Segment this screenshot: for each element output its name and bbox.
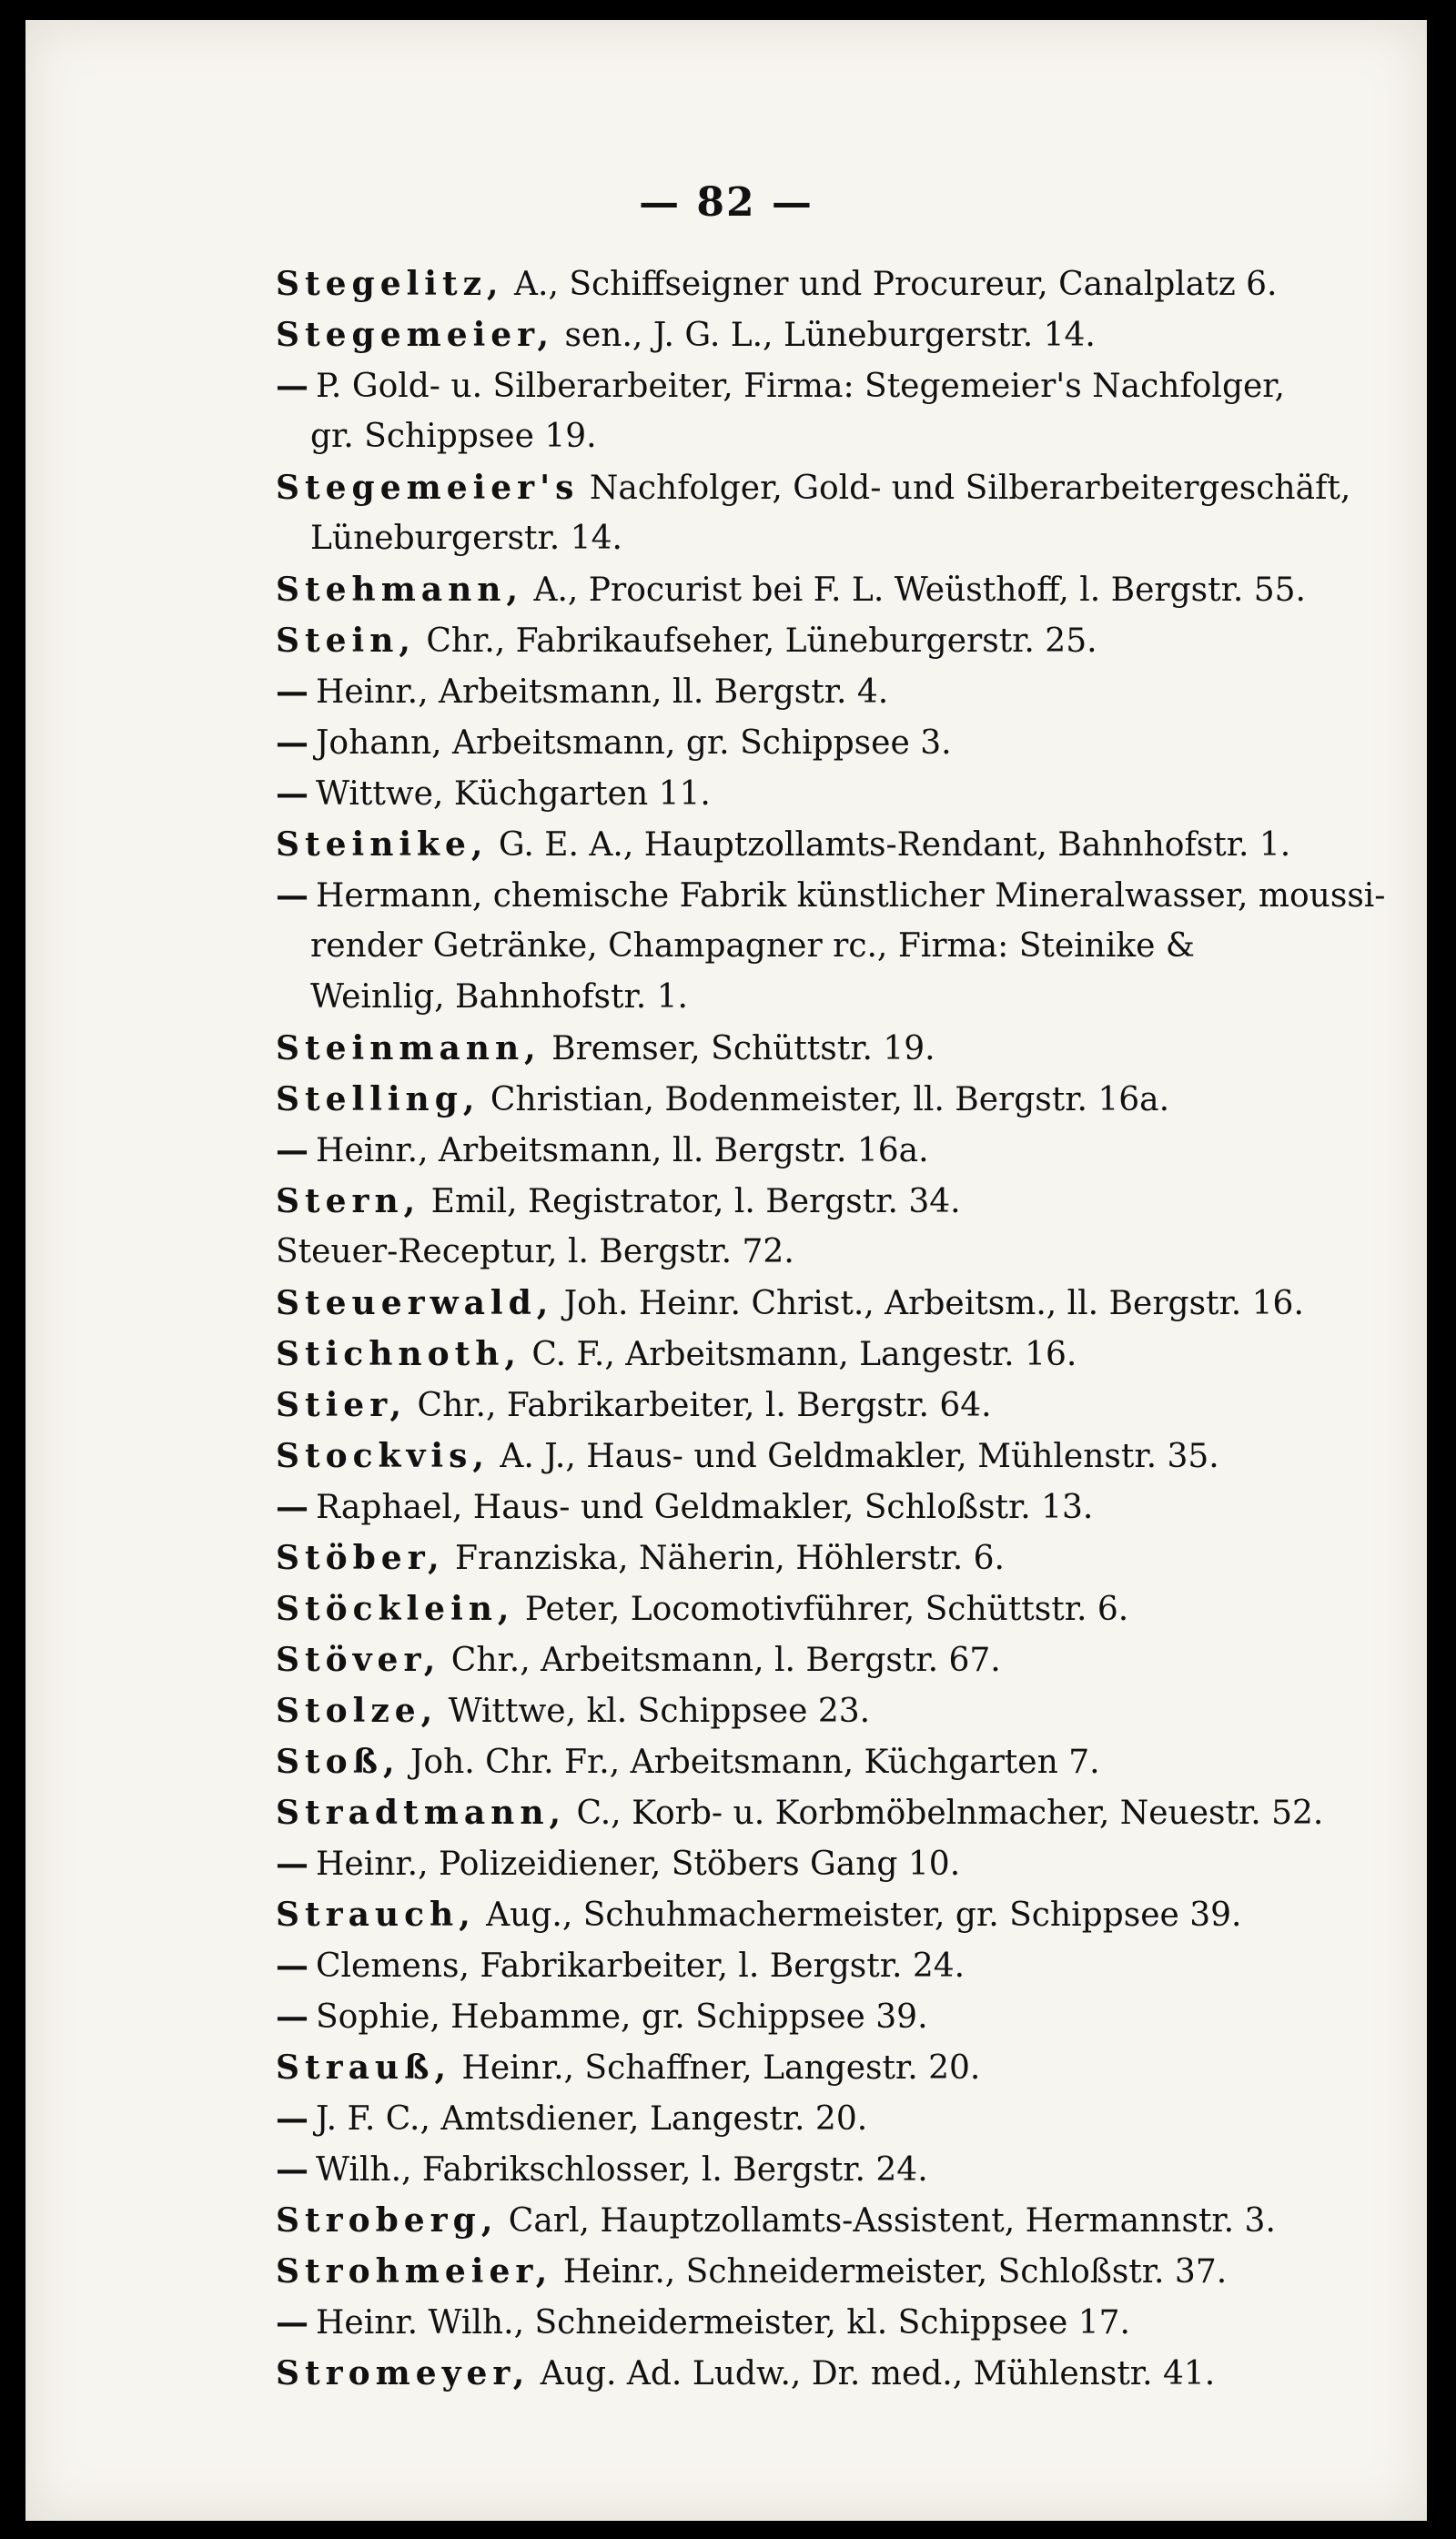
directory-entry [276,717,1397,768]
directory-entry [276,1074,1397,1125]
directory-entry [276,1329,1397,1380]
directory-entries [276,258,1397,2399]
entry-text: Chr., Arbeitsmann, l. Bergstr. 67. [440,1642,1001,1679]
entry-text: Heinr., Polizeidiener, Stöbers Gang 10. [316,1846,961,1883]
entry-surname: Stern, [276,1182,421,1220]
directory-entry [276,1583,1397,1634]
entry-surname: Stroberg, [276,2201,499,2240]
directory-entry [276,1023,1397,1074]
entry-surname: Stolze, [276,1692,439,1730]
entry-surname: Strohmeier, [276,2252,553,2291]
directory-entry [276,2246,1397,2297]
entry-ditto-dash: — [276,1845,308,1883]
entry-text: Carl, Hauptzollamts-Assistent, Hermannstr. 3. [498,2202,1276,2240]
entry-text: Heinr., Schneidermeister, Schloßstr. 37. [552,2253,1228,2291]
entry-text: Heinr., Arbeitsmann, ll. Bergstr. 16a. [316,1132,929,1169]
entry-surname: Stier, [276,1386,408,1424]
entry-surname: Stöber, [276,1539,445,1577]
entry-text: Sophie, Hebamme, gr. Schippsee 39. [316,1998,928,2036]
directory-entry [276,1533,1397,1583]
directory-entry [276,819,1397,870]
entry-surname: Steinike, [276,825,489,864]
entry-text: Heinr., Schaffner, Langestr. 20. [450,2049,981,2087]
entry-text: Nachfolger, Gold- und Silberarbeitergeschäft, [579,470,1351,507]
directory-entry [276,309,1397,360]
entry-text: C. F., Arbeitsmann, Langestr. 16. [521,1336,1077,1373]
entry-text: Bremser, Schüttstr. 19. [541,1030,935,1067]
entry-ditto-dash: — [276,367,308,405]
entry-ditto-dash: — [276,1998,308,2036]
directory-entry [276,615,1397,666]
entry-ditto-dash: — [276,1131,308,1169]
directory-entry [276,1838,1397,1889]
entry-text: Heinr. Wilh., Schneidermeister, kl. Schippsee 17. [316,2304,1130,2342]
entry-text: A., Procurist bei F. L. Weüsthoff, l. Bergstr. 55. [523,572,1306,609]
entry-text: Weinlig, Bahnhofstr. 1. [310,978,688,1016]
directory-entry [276,1431,1397,1482]
directory-entry-continuation [276,513,1397,564]
entry-text: A., Schiffseigner und Procureur, Canalplatz 6. [503,266,1278,303]
entry-text: Raphael, Haus- und Geldmakler, Schloßstr. 13. [316,1489,1094,1526]
entry-surname: Strauch, [276,1896,476,1934]
entry-ditto-dash: — [276,673,308,711]
entry-text: P. Gold- u. Silberarbeiter, Firma: Stegemeier's Nachfolger, [316,368,1285,405]
directory-entry [276,1380,1397,1431]
entry-text: Wilh., Fabrikschlosser, l. Bergstr. 24. [316,2151,928,2189]
directory-entry [276,564,1397,615]
directory-entry [276,1889,1397,1940]
entry-text: Heinr., Arbeitsmann, ll. Bergstr. 4. [316,673,889,711]
entry-text: Joh. Heinr. Christ., Arbeitsm., ll. Bergstr. 16. [553,1285,1304,1322]
directory-entry [276,2348,1397,2399]
entry-surname: Stehmann, [276,571,524,609]
entry-text: Wittwe, kl. Schippsee 23. [438,1693,871,1730]
directory-entry [276,2297,1397,2348]
entry-ditto-dash: — [276,876,308,915]
directory-entry [276,462,1397,513]
directory-entry [276,1482,1397,1533]
entry-text: C., Korb- u. Korbmöbelnmacher, Neuestr. 52. [566,1795,1324,1832]
entry-text: Johann, Arbeitsmann, gr. Schippsee 3. [316,724,952,762]
entry-surname: Stelling, [276,1080,480,1118]
entry-text: Chr., Fabrikarbeiter, l. Bergstr. 64. [407,1387,992,1424]
directory-entry-continuation [276,921,1397,972]
directory-entry [276,2195,1397,2246]
entry-surname: Stegelitz, [276,265,504,303]
entry-surname: Stichnoth, [276,1335,521,1373]
directory-entry [276,2042,1397,2093]
entry-surname: Steuerwald, [276,1284,554,1322]
entry-surname: Stegemeier's [276,469,580,507]
page-number: — 82 — [639,179,814,226]
entry-text: Aug. Ad. Ludw., Dr. med., Mühlenstr. 41. [530,2355,1216,2392]
entry-surname: Steinmann, [276,1029,541,1067]
entry-surname: Stradtmann, [276,1794,567,1832]
directory-page [25,20,1427,2521]
entry-text: Peter, Locomotivführer, Schüttstr. 6. [514,1591,1129,1628]
entry-ditto-dash: — [276,1488,308,1526]
directory-entry [276,1736,1397,1787]
entry-surname: Strauß, [276,2048,451,2087]
entry-text: Aug., Schuhmachermeister, gr. Schippsee 39. [475,1897,1242,1934]
entry-surname: Stöcklein, [276,1590,515,1628]
entry-text: Hermann, chemische Fabrik künstlicher Mineralwasser, moussi- [316,877,1386,915]
entry-text: J. F. C., Amtsdiener, Langestr. 20. [316,2100,868,2138]
entry-ditto-dash: — [276,723,308,762]
directory-entry [276,2093,1397,2144]
directory-entry-continuation [276,411,1397,462]
directory-entry [276,768,1397,819]
entry-text: render Getränke, Champagner rc., Firma: Steinike & [310,927,1195,965]
directory-entry [276,258,1397,309]
entry-surname: Stein, [276,622,416,660]
entry-text: Clemens, Fabrikarbeiter, l. Bergstr. 24. [316,1947,966,1985]
directory-entry [276,1940,1397,1991]
directory-entry [276,666,1397,717]
entry-text: sen., J. G. L., Lüneburgerstr. 14. [554,317,1096,354]
entry-text: Wittwe, Küchgarten 11. [316,775,711,813]
directory-entry [276,870,1397,921]
entry-surname: Stromeyer, [276,2354,531,2392]
entry-text: Lüneburgerstr. 14. [310,520,622,557]
entry-text: Franziska, Näherin, Höhlerstr. 6. [444,1540,1005,1577]
entry-text: Chr., Fabrikaufseher, Lüneburgerstr. 25. [415,622,1097,660]
directory-entry [276,360,1397,411]
entry-text: Joh. Chr. Fr., Arbeitsmann, Küchgarten 7. [399,1744,1100,1781]
entry-surname: Stoß, [276,1743,400,1781]
directory-entry [276,1634,1397,1685]
entry-text: Christian, Bodenmeister, ll. Bergstr. 16a. [480,1081,1170,1118]
directory-entry [276,1278,1397,1329]
entry-surname: Stöver, [276,1641,441,1679]
directory-entry-continuation [276,972,1397,1023]
directory-entry [276,1125,1397,1176]
directory-entry [276,1176,1397,1227]
directory-entry [276,1991,1397,2042]
entry-ditto-dash: — [276,2099,308,2138]
entry-surname: Stegemeier, [276,316,555,354]
entry-text: Emil, Registrator, l. Bergstr. 34. [420,1183,961,1220]
entry-ditto-dash: — [276,1947,308,1985]
directory-entry [276,1685,1397,1736]
entry-ditto-dash: — [276,2150,308,2189]
directory-entry [276,1787,1397,1838]
directory-entry [276,2144,1397,2195]
directory-entry [276,1227,1397,1278]
entry-surname: Stockvis, [276,1437,490,1475]
entry-text: gr. Schippsee 19. [310,418,597,455]
entry-ditto-dash: — [276,774,308,813]
entry-text: A. J., Haus- und Geldmakler, Mühlenstr. 35. [489,1438,1219,1475]
entry-ditto-dash: — [276,2303,308,2342]
entry-text: Steuer-Receptur, l. Bergstr. 72. [276,1233,794,1270]
entry-text: G. E. A., Hauptzollamts-Rendant, Bahnhofstr. 1. [488,826,1291,864]
